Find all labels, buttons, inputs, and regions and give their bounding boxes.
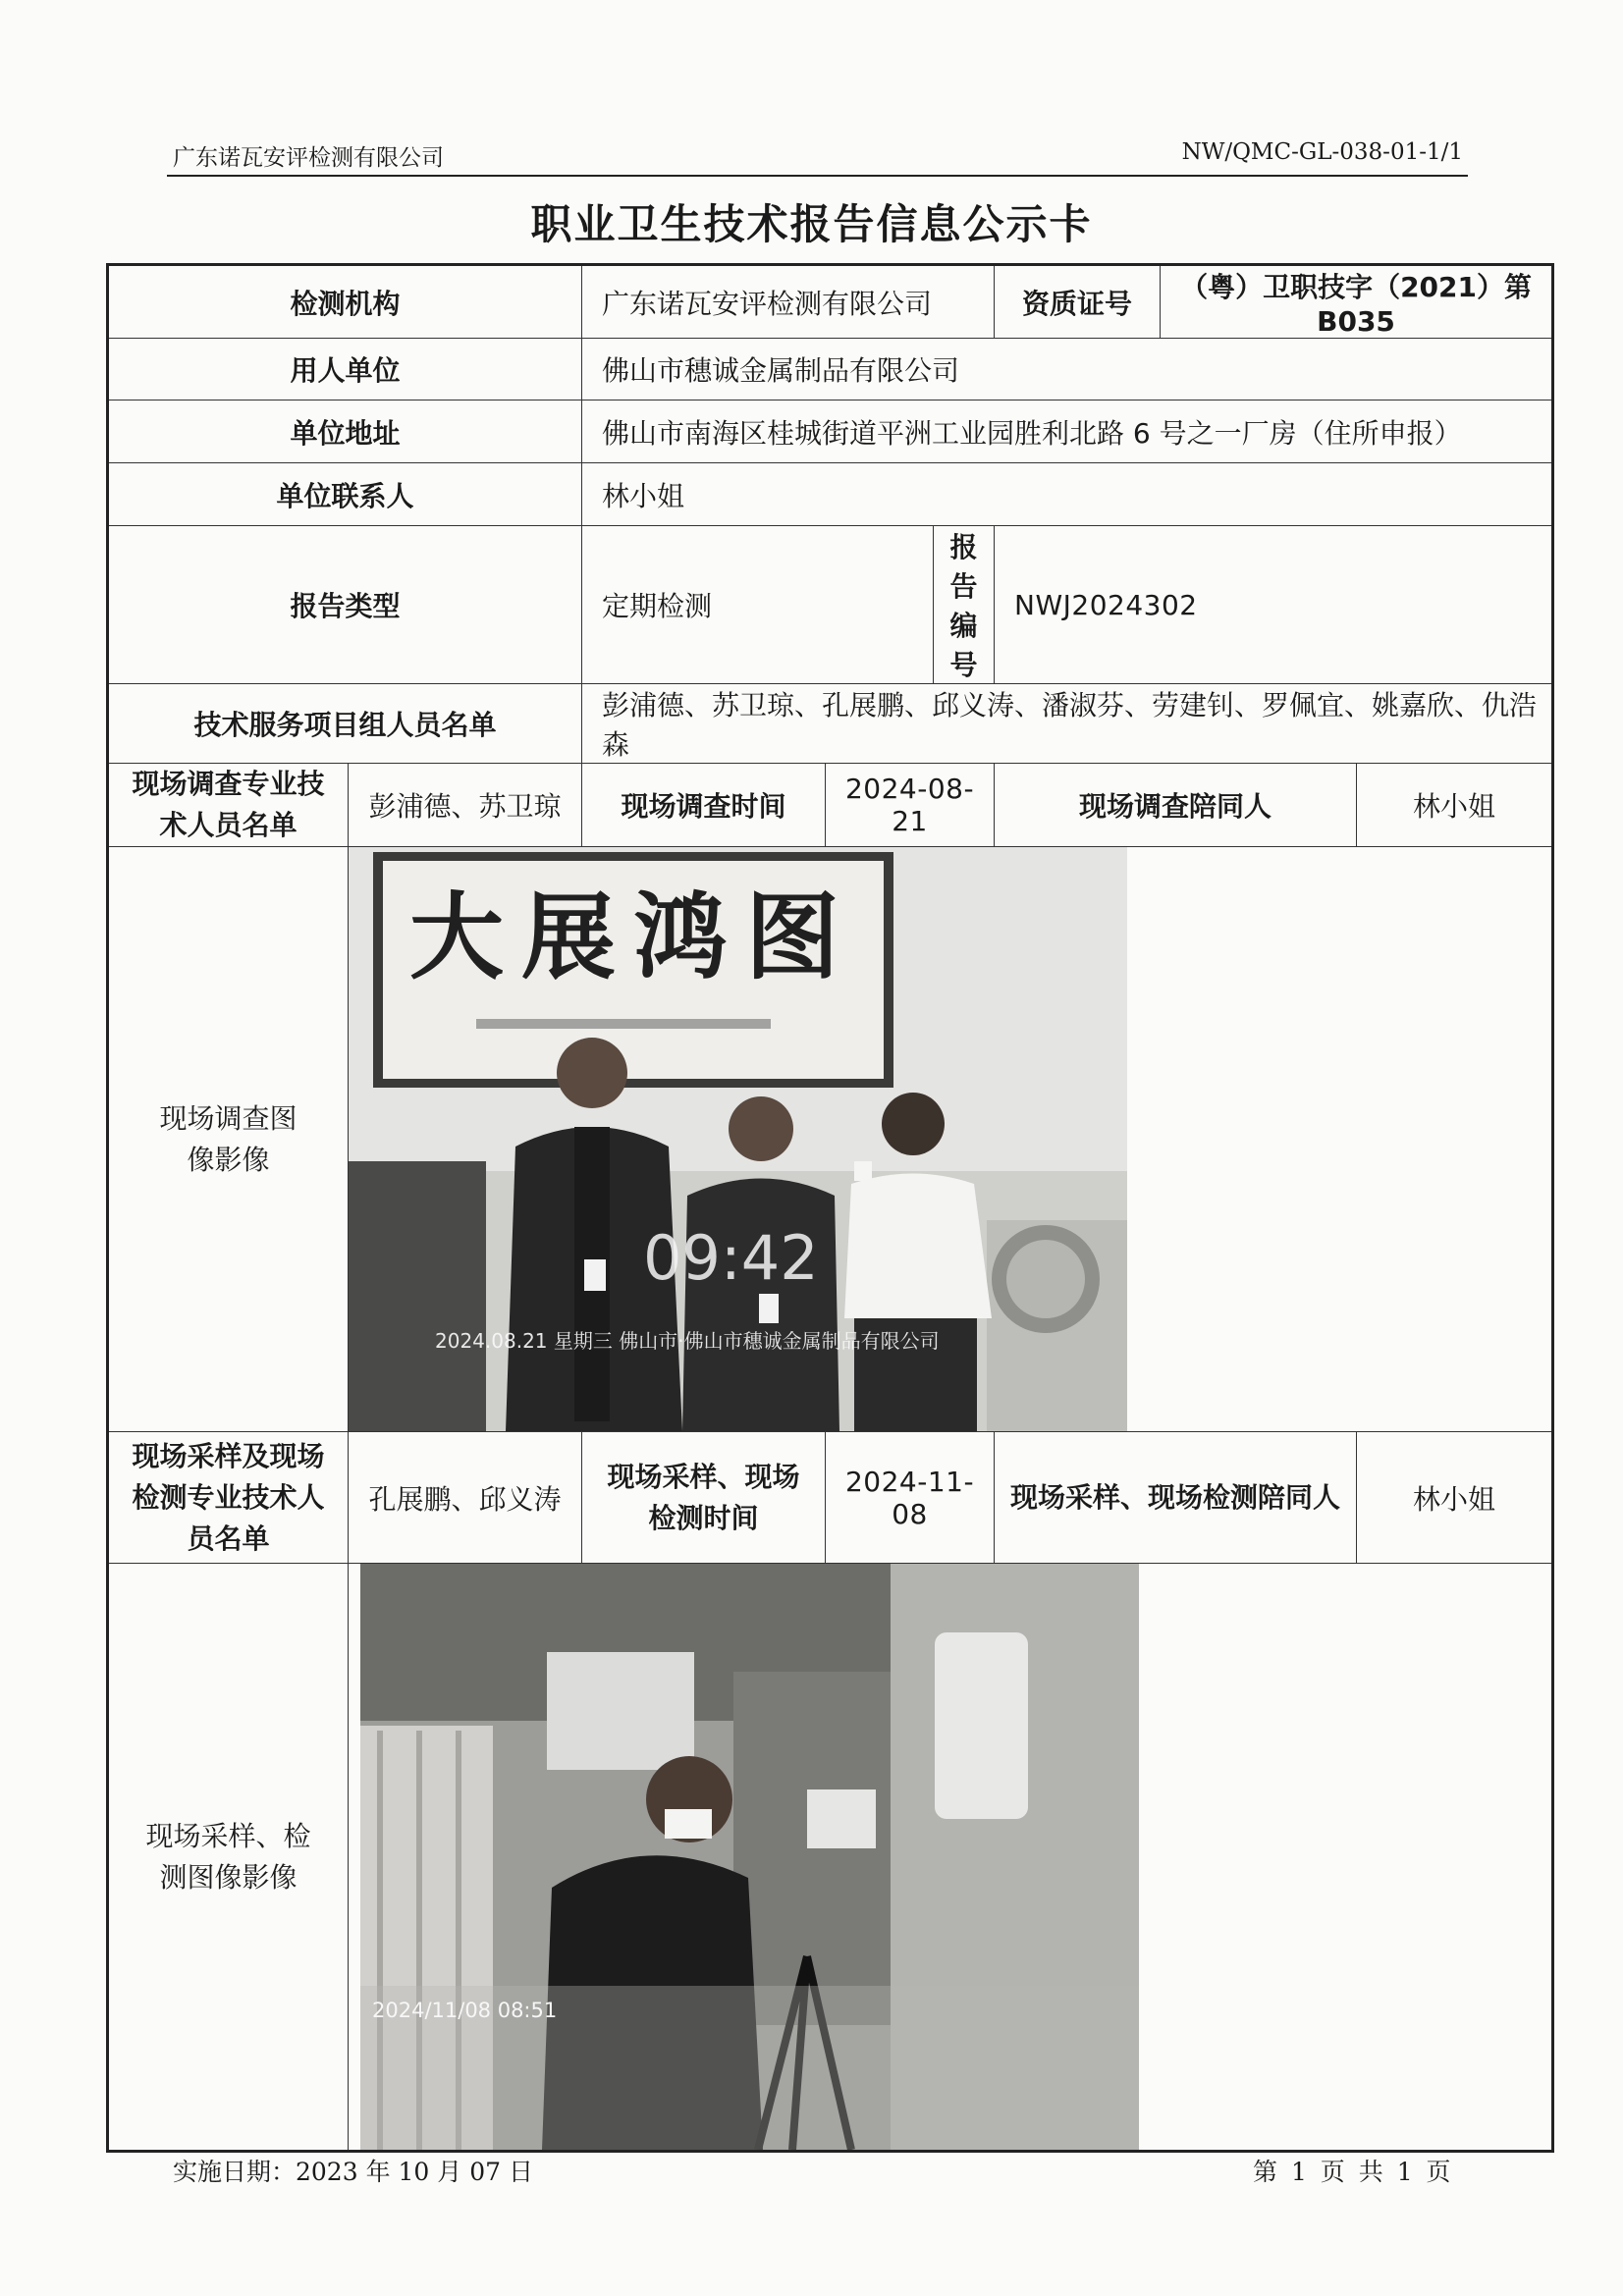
employer-value: 佛山市穗诚金属制品有限公司 xyxy=(582,339,1553,400)
sampling-staff-value: 孔展鹏、邱义涛 xyxy=(349,1432,582,1564)
row-sampling-photo xyxy=(108,1564,1553,2152)
sampling-time-label: 现场采样、现场检测时间 xyxy=(582,1432,826,1564)
org-label: 检测机构 xyxy=(108,265,582,339)
contact-value: 林小姐 xyxy=(582,463,1553,526)
employer-label: 用人单位 xyxy=(108,339,582,400)
page-title: 职业卫生技术报告信息公示卡 xyxy=(530,200,1093,248)
contact-label: 单位联系人 xyxy=(108,463,582,526)
info-card-table xyxy=(106,263,1554,2153)
cert-label: 资质证号 xyxy=(995,265,1161,339)
photo-calligraphy: 大展鸿图 xyxy=(409,881,857,992)
report-no-value: NWJ2024302 xyxy=(995,526,1553,684)
row-survey xyxy=(108,764,1553,847)
row-sampling xyxy=(108,1432,1553,1564)
row-survey-photo xyxy=(108,847,1553,1432)
sampling-companion-value: 林小姐 xyxy=(1357,1432,1553,1564)
row-org xyxy=(108,265,1553,339)
survey-companion-label: 现场调查陪同人 xyxy=(995,764,1357,847)
report-type-value: 定期检测 xyxy=(582,526,934,684)
row-report xyxy=(108,526,1553,684)
row-team xyxy=(108,684,1553,764)
report-type-label: 报告类型 xyxy=(108,526,582,684)
survey-time-value: 2024-08-21 xyxy=(826,764,995,847)
team-label: 技术服务项目组人员名单 xyxy=(108,684,582,764)
header-doc-code: NW/QMC-GL-038-01-1/1 xyxy=(1181,139,1463,165)
survey-staff-label: 现场调查专业技术人员名单 xyxy=(108,764,349,847)
sampling-photo-image xyxy=(360,1564,1139,2150)
header-rule xyxy=(167,175,1468,177)
address-value: 佛山市南海区桂城街道平洲工业园胜利北路 6 号之一厂房（住所申报） xyxy=(582,400,1553,463)
team-value: 彭浦德、苏卫琼、孔展鹏、邱义涛、潘淑芬、劳建钊、罗佩宜、姚嘉欣、仇浩森 xyxy=(582,684,1553,764)
survey-photo xyxy=(349,847,1127,1431)
survey-photo-image xyxy=(349,847,1127,1431)
photo-caption: 2024.08.21 星期三 佛山市·佛山市穗诚金属制品有限公司 xyxy=(435,1329,940,1353)
org-value: 广东诺瓦安评检测有限公司 xyxy=(582,265,995,339)
row-contact xyxy=(108,463,1553,526)
report-no-label: 报告编号 xyxy=(934,526,995,684)
row-employer xyxy=(108,339,1553,400)
survey-companion-value: 林小姐 xyxy=(1357,764,1553,847)
sampling-companion-label: 现场采样、现场检测陪同人 xyxy=(995,1432,1357,1564)
photo-stamp: 2024/11/08 08:51 xyxy=(372,1999,558,2022)
page-number: 第 1 页 共 1 页 xyxy=(1253,2158,1451,2186)
row-address xyxy=(108,400,1553,463)
sampling-time-value: 2024-11-08 xyxy=(826,1432,995,1564)
header-company: 广东诺瓦安评检测有限公司 xyxy=(173,145,444,171)
sampling-photo xyxy=(360,1564,1139,2150)
cert-value: （粤）卫职技字（2021）第 B035 xyxy=(1161,265,1553,339)
survey-staff-value: 彭浦德、苏卫琼 xyxy=(349,764,582,847)
survey-time-label: 现场调查时间 xyxy=(582,764,826,847)
photo-time: 09:42 xyxy=(643,1222,819,1294)
sampling-photo-label: 现场采样、检测图像影像 xyxy=(108,1564,349,2152)
effective-date: 实施日期：2023 年 10 月 07 日 xyxy=(173,2158,533,2186)
survey-photo-label: 现场调查图像影像 xyxy=(108,847,349,1432)
sampling-staff-label: 现场采样及现场检测专业技术人员名单 xyxy=(108,1432,349,1564)
address-label: 单位地址 xyxy=(108,400,582,463)
